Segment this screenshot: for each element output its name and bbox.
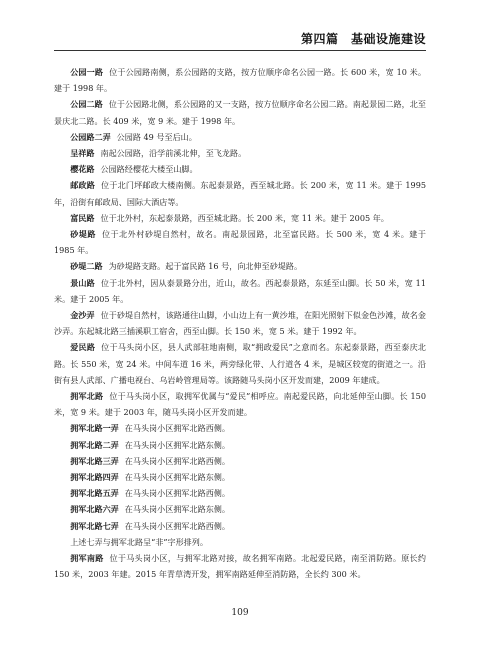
entry: [54, 96, 426, 128]
entry: [54, 518, 426, 534]
header-rule: [54, 50, 426, 51]
entry-text: 在马头岗小区拥军北路西侧。: [124, 455, 230, 466]
entry-text: 位于公园路北侧，系公园路的又一支路，按方位顺序命名公园二路。南起景园二路，北至景庆北二路。长 409 米，宽 9 米。建于 1998 年。: [54, 99, 426, 126]
entry-text: 位于马头岗小区，县人武部驻地南侧，取“拥政爱民”之意而名。东起泰景路，西至泰庆北路。长 550 米，宽 24 米。中间车道 16 米，两旁绿化带、人行道各 4 米，是城区较宽的街道之一。沿街有县人武部、广播电视台、乌岩岭管理局等。该路随马头岗小区开发而建，2009 年建成。: [54, 342, 426, 385]
entry: [54, 437, 426, 453]
entry-term: 公园一路: [70, 67, 104, 77]
entry-text: 位于北门坪邮政大楼南侧。东起泰景路，西至城北路。长 200 米，宽 11 米。建于 1995 年，沿街有邮政局、国际大酒店等。: [54, 180, 426, 207]
entry: [54, 275, 426, 307]
entry-term: 拥军北路二弄: [70, 439, 119, 450]
entry-term: 拥军北路七弄: [70, 520, 119, 531]
entry-text: 在马头岗小区拥军北路东侧。: [124, 439, 230, 450]
entry: [54, 388, 426, 420]
entry-term: 邮政路: [70, 180, 96, 191]
entry-text: 在马头岗小区拥军北路东侧。: [124, 504, 230, 515]
entry-term: 拥军北路三弄: [70, 455, 119, 466]
entry-text: 位于马头岗小区，取拥军优属与“爱民”相呼应。南起爱民路，向北延伸至山脚。长 150 米，宽 9 米。建于 2003 年，随马头岗小区开发而建。: [54, 391, 426, 418]
arrangement-note: 上述七弄与拥军北路呈“非”字形排列。: [70, 536, 208, 547]
entry-term: 金沙弄: [70, 310, 95, 321]
entry-term: 拥军北路四弄: [70, 472, 119, 483]
entry-text: 在马头岗小区拥军北路东侧。: [124, 472, 230, 483]
entry-term: 呈祥路: [70, 148, 95, 159]
entry: [54, 453, 426, 469]
entry-term: 爱民路: [70, 342, 96, 353]
entry-term: 砂堤二路: [70, 261, 103, 272]
page-number: 109: [231, 608, 249, 618]
entry-term: 拥军北路六弄: [70, 504, 119, 515]
page-body: [54, 64, 426, 583]
entry-term: 樱花路: [70, 164, 95, 175]
entry-text: 公园路经樱花大楼至山脚。: [100, 164, 198, 175]
running-header: [54, 30, 426, 52]
entry-term: 砂堤路: [70, 229, 96, 240]
entry-term: 景山路: [70, 277, 95, 288]
entry: [54, 258, 426, 274]
entry: [54, 210, 426, 226]
entry-term: 富民路: [70, 212, 95, 223]
running-header-title: 第四篇 基础设施建设: [300, 32, 426, 46]
entry-term: 公园路二弄: [70, 131, 111, 142]
entry-text: 在马头岗小区拥军北路西侧。: [124, 488, 230, 499]
entry: [54, 469, 426, 485]
entry-term: 拥军北路: [70, 391, 104, 402]
entry-text: 在马头岗小区拥军北路西侧。: [124, 423, 230, 434]
entry: [54, 64, 426, 96]
entry-text: 为砂堤路支路。起于富民路 16 号，向北伸至砂堤路。: [108, 261, 303, 272]
entry-text: 公园路 49 号至后山。: [116, 131, 197, 142]
entry: [54, 307, 426, 339]
entry: [54, 161, 426, 177]
entry-term: 拥军南路: [70, 553, 104, 564]
entry-text: 位于砂堤自然村，该路通往山脚，小山边上有一黄沙堆，在阳光照射下似金色沙滩，故名金沙弄。东起城北路三插溪职工宿舍，西至山脚。长 150 米，宽 5 米。建于 1992 年。: [54, 310, 426, 337]
entry-term: 拥军北路一弄: [70, 423, 119, 434]
entry-text: 位于北外村，因从泰景路分出，近山，故名。西起泰景路，东延至山脚。长 50 米，宽 11 米。建于 2005 年。: [54, 277, 426, 304]
entry: [54, 485, 426, 501]
entry: [54, 501, 426, 517]
entry-text: 位于北外村砂堤自然村，故名。南起景园路，北至富民路。长 500 米，宽 4 米。建于 1985 年。: [54, 229, 426, 256]
entry: [54, 226, 426, 258]
entry-text: 位于马头岗小区，与拥军北路对接，故名拥军南路。北起爱民路，南至消防路。原长约 150 米，2003 年建。2015 年青草湾开发，拥军南路延伸至消防路，全长约 300 米。: [54, 553, 426, 580]
entry-text: 位于北外村，东起泰景路，西至城北路。长 200 米，宽 11 米。建于 2005 年。: [100, 212, 389, 223]
entry-text: 南起公园路，沿学前溪北伸，至飞龙路。: [100, 148, 247, 159]
entry-term: 拥军北路五弄: [70, 488, 119, 499]
entry: [54, 129, 426, 145]
entry: [54, 145, 426, 161]
entry-text: 在马头岗小区拥军北路西侧。: [124, 520, 230, 531]
entry: [54, 420, 426, 436]
entry: [54, 177, 426, 209]
entry: [54, 550, 426, 582]
entry: [54, 339, 426, 388]
entry-text: 位于公园路南侧，系公园路的支路，按方位顺序命名公园一路。长 600 米，宽 10 米。建于 1998 年。: [54, 67, 426, 94]
entry-term: 公园二路: [70, 99, 103, 110]
